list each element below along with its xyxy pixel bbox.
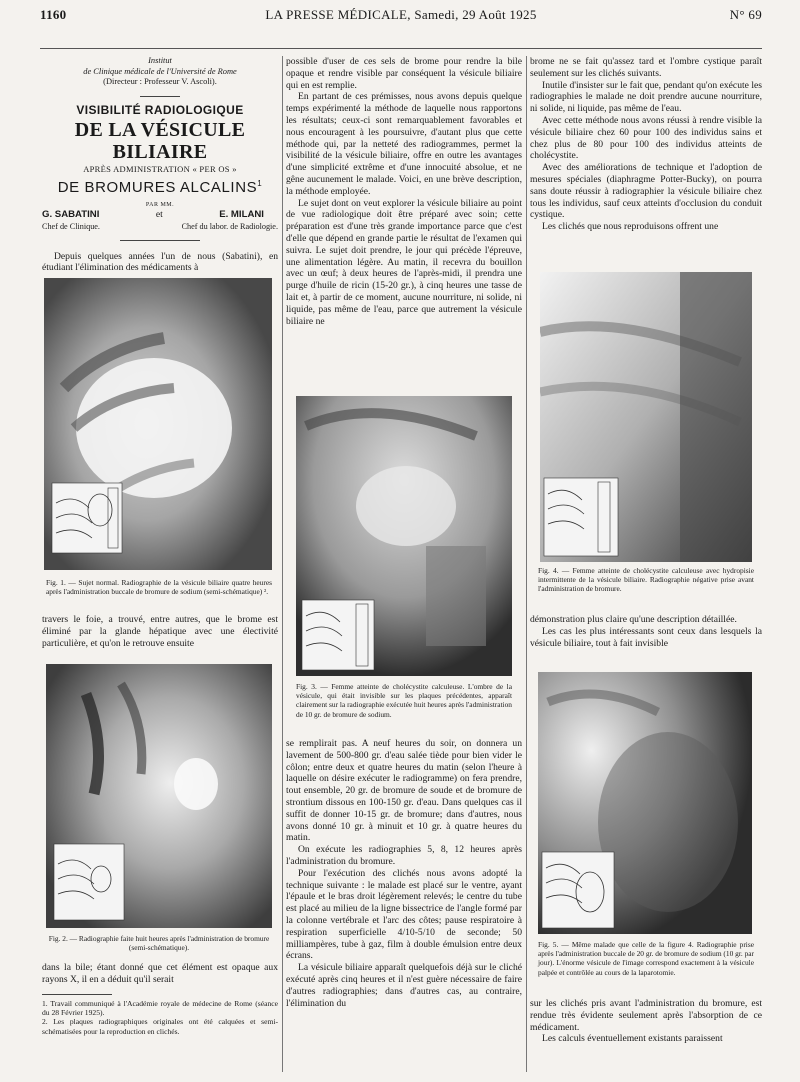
body-paragraph: Le sujet dont on veut explorer la vésicule biliaire au point de vue radiologique doit être préparé avec soin; cette préparation est d'une très grande importance parce que c'est d'elle que dépend en grande partie le résultat de l'examen qui suivra. Le sujet doit prendre, le jour qui précède l'épreuve, une alimentation légère. Au matin, il recevra du bouillon avec un œuf; à deux heures de l'après-midi, il prendra une purge d'huile de ricin (15-20 gr.), à cinq heures une tasse de lait et, à partir de ce moment, aucune nourriture, ni solide, ni liquide, pas même de l'eau, parce que autrement la vésicule biliaire ne	[286, 197, 522, 327]
body-paragraph: La vésicule biliaire apparaît quelquefois déjà sur le cliché exécuté après cinq heures et il n'est guère nécessaire de faire d'autres radiographies; dans d'autres cas, au contraire, l'élimination du	[286, 962, 522, 1009]
article-title-line-4	[42, 175, 278, 197]
article-title-line-3: APRÈS ADMINISTRATION « PER OS »	[83, 163, 237, 174]
divider	[120, 240, 200, 241]
column-1	[42, 56, 278, 274]
par-mm: PAR MM.	[145, 201, 175, 208]
column-1-continued	[42, 614, 278, 649]
institute-label: Institut	[148, 56, 172, 65]
body-paragraph: Depuis quelques années l'un de nous (Sabatini), en étudiant l'élimination des médicaments à	[42, 250, 278, 274]
figure-2-caption: Fig. 2. — Radiographie faite huit heures après l'administration de bromure (semi-schématique).	[48, 934, 270, 953]
role-1: Chef de Clinique.	[42, 221, 100, 231]
body-paragraph: Pour l'exécution des clichés nous avons adopté la technique suivante : le malade est placé sur le ventre, ayant l'épaule et le bras droit légèrement relevés; le centre du tube est placé au milieu de la ligne bissectrice de l'angle formé par la colonne vertébrale et l'arc des côtes; pause respiratoire à respiration superficielle 4/10-5/10 de seconde; 50 milliampères, tube à gaz, film à double émulsion entre deux écrans.	[286, 867, 522, 962]
figure-4-caption: Fig. 4. — Femme atteinte de cholécystite calculeuse avec hydropisie intermittente de la vésicule biliaire. Radiographie négative prise avant l'administration de bromure.	[538, 566, 754, 594]
body-paragraph: Les cas les plus intéressants sont ceux dans lesquels la vésicule biliaire, tout à fait invisible	[530, 625, 762, 649]
body-paragraph: Avec des améliorations de technique et l'adoption de mesures spéciales (diaphragme Potter-Bucky), on pourra sans doute réussir à radiographier la vésicule biliaire chez tous les individus, sauf ceux atteints d'occlusion du conduit cystique.	[530, 162, 762, 221]
authors	[42, 209, 278, 220]
body-paragraph: dans la bile; étant donné que cet élément est opaque aux rayons X, il en a déduit qu'il serait	[42, 962, 278, 985]
body-paragraph: Inutile d'insister sur le fait que, pendant qu'on exécute les radiographies le malade ne doit prendre aucune nourriture, ni solide, ni liquide, pas même de l'eau.	[530, 79, 762, 115]
figure-4-radiograph	[540, 272, 752, 562]
institute-director: (Directeur : Professeur V. Ascoli).	[103, 77, 217, 86]
institute-name: de Clinique médicale de l'Université de Rome	[83, 66, 237, 76]
figure-2-radiograph	[46, 664, 272, 928]
body-paragraph: Les calculs éventuellement existants paraissent	[542, 1033, 723, 1045]
header-rule	[40, 48, 762, 49]
article-title-line-1: VISIBILITÉ RADIOLOGIQUE	[76, 102, 244, 117]
column-2	[286, 56, 522, 327]
institute-block	[42, 56, 278, 88]
article-title-line-2: DE LA VÉSICULE BILIAIRE	[74, 118, 246, 163]
role-2: Chef du labor. de Radiologie.	[181, 221, 278, 231]
column-3	[530, 56, 762, 233]
figure-1-radiograph	[44, 278, 272, 570]
column-3-bottom	[530, 998, 762, 1045]
footnote-1: 1. Travail communiqué à l'Académie royale de médecine de Rome (séance du 28 Février 1925).	[42, 998, 278, 1017]
page-number: 1160	[40, 7, 67, 22]
divider	[140, 96, 180, 97]
column-1-bottom	[42, 962, 278, 1036]
footnote-rule	[42, 994, 112, 995]
body-paragraph: travers le foie, a trouvé, entre autres, que le brome est éliminé par la glande hépatique avec une électivité particulière, et qu'on le retrouve ensuite	[42, 614, 278, 649]
figure-3-radiograph	[296, 396, 512, 676]
body-paragraph: Les clichés que nous reproduisons offrent une	[542, 221, 719, 233]
footnote-2: 2. Les plaques radiographiques originales ont été calquées et semi-schématisées pour la reproduction en clichés.	[42, 1017, 278, 1036]
figure-5-radiograph	[538, 672, 752, 934]
author-2: E. MILANI	[219, 208, 264, 220]
body-paragraph: En partant de ces prémisses, nous avons depuis quelque temps expérimenté la méthode de laquelle nous rapportons les résultats; ceux-ci sont remarquablement favorables et nous encouragent à les poursuivre, d'autant plus que cette méthode qui, par la netteté des radiogrammes, permet la visibilité de la vésicule biliaire, offre en outre les avantages d'une simplicité extrême et d'une innocuité absolue, et ne gêne aucunement le malade. Voici, en une brève description, la méthode employée.	[286, 91, 522, 197]
title-text: DE BROMURES ALCALINS	[57, 178, 258, 196]
running-header	[40, 2, 762, 28]
author-roles	[42, 222, 278, 232]
body-paragraph: possible d'user de ces sels de brome pour rendre la bile opaque et rendre visible par conséquent la vésicule biliaire qui en est remplie.	[286, 56, 522, 91]
issue-number: N° 69	[729, 7, 762, 22]
journal-title: LA PRESSE MÉDICALE, Samedi, 29 Août 1925	[265, 7, 537, 22]
body-paragraph: démonstration plus claire qu'une description détaillée.	[530, 614, 737, 625]
column-2-continued	[286, 738, 522, 1009]
author-1: G. SABATINI	[42, 208, 100, 220]
author-and: et	[155, 208, 163, 220]
figure-1-caption: Fig. 1. — Sujet normal. Radiographie de la vésicule biliaire quatre heures après l'administration buccale de bromure de sodium (semi-schématique) ².	[46, 578, 272, 597]
body-paragraph: se remplirait pas. A neuf heures du soir, on donnera un lavement de 500-800 gr. d'eau salée tiède pour bien vider le côlon; entre deux et quatre heures du matin (selon l'heure à laquelle on désire exécuter le radiogramme) on fera prendre, tout ensemble, 20 gr. de bromure de soude et de bromure de strontium dissous en 100-150 gr. d'eau. Dans quelques cas il suffit de donner 10-15 gr. de bromure; dans d'autres, nous avons donné 10 gr. à minuit et 10 gr. à quatre heures du matin.	[286, 738, 522, 844]
figure-3-caption: Fig. 3. — Femme atteinte de cholécystite calculeuse. L'ombre de la vésicule, qui était invisible sur les plaques précédentes, apparaît clairement sur la radiographie exécutée huit heures après l'administration de 10 gr. de bromure de sodium.	[296, 682, 512, 719]
body-paragraph: brome ne se fait qu'assez tard et l'ombre cystique paraît seulement sur les clichés suivants.	[530, 56, 762, 79]
column-divider-1	[282, 56, 283, 1072]
body-paragraph: Avec cette méthode nous avons réussi à rendre visible la vésicule biliaire chez 60 pour 100 des individus sains et chez plus de 80 pour 100 des individus atteints de cholécystite.	[530, 114, 762, 162]
footnote-ref: 1	[257, 178, 263, 188]
body-paragraph: sur les clichés pris avant l'administration du bromure, est rendue très évidente seulement après l'absorption de ce médicament.	[530, 998, 762, 1033]
figure-5-caption: Fig. 5. — Même malade que celle de la figure 4. Radiographie prise après l'administration buccale de 20 gr. de bromure de sodium (10 gr. par jour). L'énorme vésicule de l'image correspond exactement à la vésicule palpée et contrôlée au cours de la laparotomie.	[538, 940, 755, 977]
body-paragraph: On exécute les radiographies 5, 8, 12 heures après l'administration du bromure.	[286, 844, 522, 867]
column-3-continued	[530, 614, 762, 649]
column-divider-2	[526, 56, 527, 1072]
